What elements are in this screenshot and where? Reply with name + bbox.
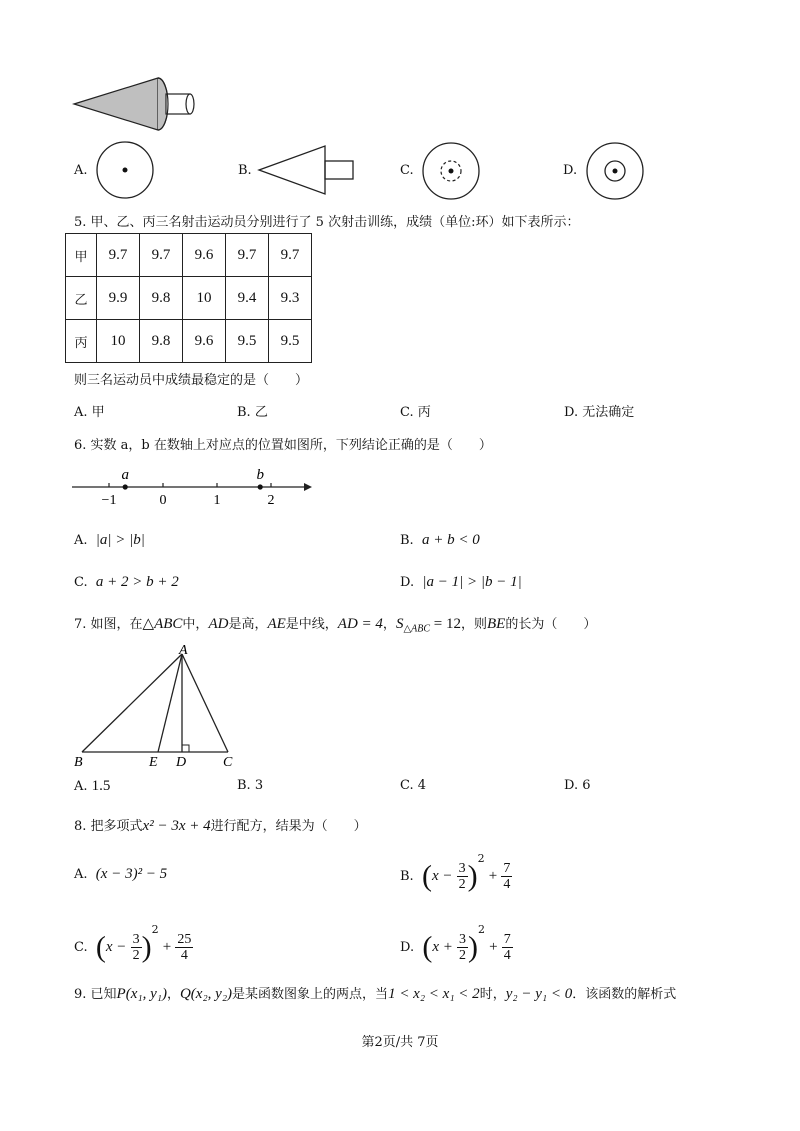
q7-math: △ABC (142, 616, 183, 632)
fraction: $\frac{3}{2}$ (132, 932, 140, 963)
score-table (65, 233, 312, 363)
option-math: x − (431, 868, 453, 884)
point-a (123, 484, 128, 489)
vertex-c-label: C (223, 755, 233, 770)
q7-option-c[interactable] (400, 778, 426, 793)
q8-math: x² − 3x + 4 (142, 818, 211, 834)
table-row (66, 234, 312, 277)
q9-math: y₂ − y₁ < 0 (505, 986, 573, 1002)
q7-text: ，则 (460, 617, 487, 632)
q7-math: S (395, 616, 404, 632)
option-letter: D. (400, 940, 415, 955)
q9-text: 是某函数图象上的两点，当 (232, 987, 389, 1002)
q7-text: 中， (182, 617, 209, 632)
option-letter: A. (74, 779, 88, 794)
table-cell: 9.3 (269, 277, 312, 320)
q7-text: 是中线， (285, 617, 338, 632)
table-cell-name: 丙 (66, 320, 97, 363)
fraction: $\frac{7}{4}$ (503, 932, 511, 963)
q4-option-a-letter[interactable]: A. (74, 163, 88, 178)
axis-tick-label: 1 (213, 493, 221, 508)
q7-option-d[interactable] (564, 778, 591, 793)
q6-stem: 6. 实数 a，b 在数轴上对应点的位置如图所，下列结论正确的是（ ） (74, 438, 492, 453)
circle-dashed-dot-icon[interactable] (420, 140, 482, 202)
q5-option-b[interactable] (237, 401, 268, 420)
table-cell: 10 (97, 320, 140, 363)
table-cell: 9.7 (97, 234, 140, 277)
q6-option-c[interactable] (74, 574, 179, 591)
option-letter: D. (564, 405, 579, 420)
option-letter: A. (74, 533, 88, 548)
option-letter: C. (400, 405, 414, 420)
q7-math: AD = 4 (337, 616, 383, 632)
cone-side-view-icon[interactable] (256, 143, 356, 197)
q8-stem (74, 815, 367, 835)
option-letter: D. (564, 778, 579, 793)
double-circle-dot-icon[interactable] (584, 140, 646, 202)
table-row (66, 277, 312, 320)
page-footer: 第2页/共 7页 (361, 1035, 439, 1050)
q5-option-d[interactable] (564, 401, 634, 420)
q7-text: ， (382, 617, 396, 632)
q9-text: 9. 已知 (74, 987, 117, 1002)
option-letter: A. (74, 867, 88, 882)
table-cell: 9.6 (183, 320, 226, 363)
option-math: x + (432, 939, 453, 955)
option-text: 无法确定 (582, 405, 635, 420)
q9-math: Q(x₂, y₂) (179, 986, 233, 1002)
option-text: 4 (417, 778, 427, 793)
option-math: + (488, 868, 498, 884)
q7-option-b[interactable] (237, 778, 263, 793)
option-letter: A. (74, 405, 88, 420)
q7-stem (74, 613, 596, 635)
axis-tick-label: 2 (267, 493, 275, 508)
point-b (258, 484, 263, 489)
q7-text: 的长为（ ） (505, 617, 597, 632)
table-row (66, 320, 312, 363)
q7-option-a[interactable] (74, 778, 110, 795)
q7-text: 是高， (228, 617, 268, 632)
q7-math: AE (267, 616, 286, 632)
option-letter: B. (400, 869, 414, 884)
table-cell: 9.6 (183, 234, 226, 277)
fraction: $\frac{25}{4}$ (177, 932, 192, 963)
option-letter: B. (237, 778, 251, 793)
option-text: (x − 3)² − 5 (95, 866, 168, 882)
option-text: 乙 (254, 405, 268, 420)
axis-tick-label: 0 (159, 493, 167, 508)
table-cell: 9.7 (140, 234, 183, 277)
fraction: $\frac{3}{2}$ (459, 932, 467, 963)
circle-dot-icon[interactable] (95, 140, 155, 200)
q6-option-a[interactable] (74, 532, 145, 549)
q5-question: 则三名运动员中成绩最稳定的是（ ） (74, 373, 309, 388)
option-math: x − (105, 939, 127, 955)
fraction: $\frac{7}{4}$ (503, 861, 511, 892)
vertex-b-label: B (74, 755, 83, 770)
table-cell: 9.9 (97, 277, 140, 320)
q8-option-b[interactable]: B. (x − $\frac{3}{2}$ )$^2$ + $\frac{7}{4}$ (400, 852, 511, 893)
q4-option-b-letter[interactable]: B. (238, 163, 252, 178)
table-cell: 10 (183, 277, 226, 320)
q7-text: 7. 如图，在 (74, 617, 143, 632)
option-text: 甲 (91, 405, 105, 420)
q5-option-c[interactable] (400, 401, 431, 420)
option-math: + (162, 939, 172, 955)
triangle-figure (70, 642, 240, 772)
q7-math: BE (487, 616, 506, 632)
q9-math: P(x₁, y₁) (116, 986, 167, 1002)
point-d-label: D (176, 755, 187, 770)
option-text: a + 2 > b + 2 (95, 574, 179, 590)
table-cell: 9.5 (269, 320, 312, 363)
q7-math: = 12 (430, 616, 461, 632)
option-letter: B. (237, 405, 251, 420)
q6-option-d[interactable] (400, 574, 522, 591)
table-cell: 9.7 (226, 234, 269, 277)
table-cell-name: 甲 (66, 234, 97, 277)
table-cell: 9.8 (140, 277, 183, 320)
option-text: 丙 (417, 405, 431, 420)
option-math: + (489, 939, 498, 955)
option-text: |a| > |b| (95, 532, 145, 548)
q9-text: ．该函数的解析式 (572, 987, 677, 1002)
q4-solid-figure (70, 72, 200, 138)
table-cell: 9.4 (226, 277, 269, 320)
q8-option-a[interactable] (74, 866, 167, 883)
q8-text: 进行配方，结果为（ ） (210, 819, 367, 834)
label-a: a (121, 467, 129, 483)
q5-option-a[interactable] (74, 401, 105, 420)
q9-stem (74, 983, 676, 1003)
option-text: 3 (254, 778, 264, 793)
option-letter: D. (400, 575, 415, 590)
q5-stem: 5. 甲、乙、丙三名射击运动员分别进行了 5 次射击训练，成绩（单位:环）如下表所示： (74, 215, 580, 230)
fraction: $\frac{3}{2}$ (458, 861, 466, 892)
q8-text: 8. 把多项式 (74, 819, 143, 834)
option-letter: B. (400, 533, 414, 548)
vertex-a-label: A (179, 643, 188, 658)
table-cell: 9.7 (269, 234, 312, 277)
q9-text: ， (166, 987, 180, 1002)
q9-text: 时， (479, 987, 506, 1002)
q4-option-c-letter[interactable]: C. (400, 163, 414, 178)
q8-option-d[interactable]: D. (x + $\frac{3}{2}$ )$^2$ + $\frac{7}{4}$ (400, 923, 511, 964)
q7-math: △ABC (403, 623, 431, 635)
q4-option-d-letter[interactable]: D. (563, 163, 578, 178)
axis-tick-label: −1 (101, 493, 117, 508)
option-text: 6 (582, 778, 591, 793)
point-e-label: E (149, 755, 158, 770)
option-letter: C. (74, 940, 88, 955)
q7-math: AD (208, 616, 229, 632)
q6-option-b[interactable] (400, 532, 480, 549)
number-line (70, 460, 320, 508)
table-cell-name: 乙 (66, 277, 97, 320)
table-cell: 9.5 (226, 320, 269, 363)
q8-option-c[interactable]: C. (x − $\frac{3}{2}$ )$^2$ + $\frac{25}{4}$ (74, 923, 192, 964)
table-cell: 9.8 (140, 320, 183, 363)
q9-math: 1 < x₂ < x₁ < 2 (388, 986, 480, 1002)
option-text: |a − 1| > |b − 1| (422, 574, 522, 590)
option-letter: C. (400, 778, 414, 793)
option-text: 1.5 (91, 778, 111, 794)
option-letter: C. (74, 575, 88, 590)
label-b: b (256, 467, 264, 483)
option-text: a + b < 0 (421, 532, 480, 548)
